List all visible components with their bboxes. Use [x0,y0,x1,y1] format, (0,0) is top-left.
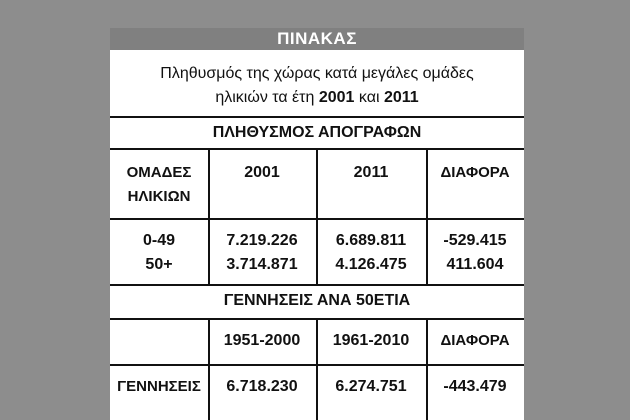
table-header: ΠΙΝΑΚΑΣ [110,28,524,50]
row-0-2001: 7.219.226 [226,232,298,249]
births-col-a: 1951-2000 [223,332,301,349]
row-0-2011: 6.689.811 [335,232,407,249]
row-1-diff: 411.604 [446,256,504,273]
row-1-group: 50+ [145,256,173,273]
births-b: 6.274.751 [335,378,407,395]
col-group-label-1: ΟΜΑΔΕΣ [126,164,192,181]
births-row-label: ΓΕΝΝΗΣΕΙΣ [117,378,201,395]
col-diff: ΔΙΑΦΟΡΑ [440,164,510,181]
births-diff: -443.479 [443,378,507,395]
births-col-diff: ΔΙΑΦΟΡΑ [440,332,510,349]
title-prefix: ηλικιών τα έτη [215,89,315,106]
row-0-group: 0-49 [142,232,176,249]
col-2011: 2011 [353,164,389,181]
births-col-b: 1961-2010 [332,332,410,349]
census-heading: ΠΛΗΘΥΣΜΟΣ ΑΠΟΓΡΑΦΩΝ [212,124,422,141]
col-2001: 2001 [244,164,280,181]
title-and: και [358,89,380,106]
title-year-a: 2001 [318,89,355,106]
births-heading: ΓΕΝΝΗΣΕΙΣ ΑΝΑ 50ΕΤΙΑ [223,292,411,309]
row-1-2001: 3.714.871 [226,256,298,273]
rule-data-rows [110,284,524,286]
row-0-diff: -529.415 [443,232,507,249]
row-1-2011: 4.126.475 [335,256,407,273]
population-table [110,28,524,420]
title-line-1: Πληθυσμός της χώρας κατά μεγάλες ομάδες [160,65,474,82]
title-line-2 [110,86,524,110]
col-group-label-2: ΗΛΙΚΙΩΝ [127,188,191,205]
title-year-b: 2011 [383,89,419,106]
births-a: 6.718.230 [226,378,298,395]
rule-top [110,116,524,118]
